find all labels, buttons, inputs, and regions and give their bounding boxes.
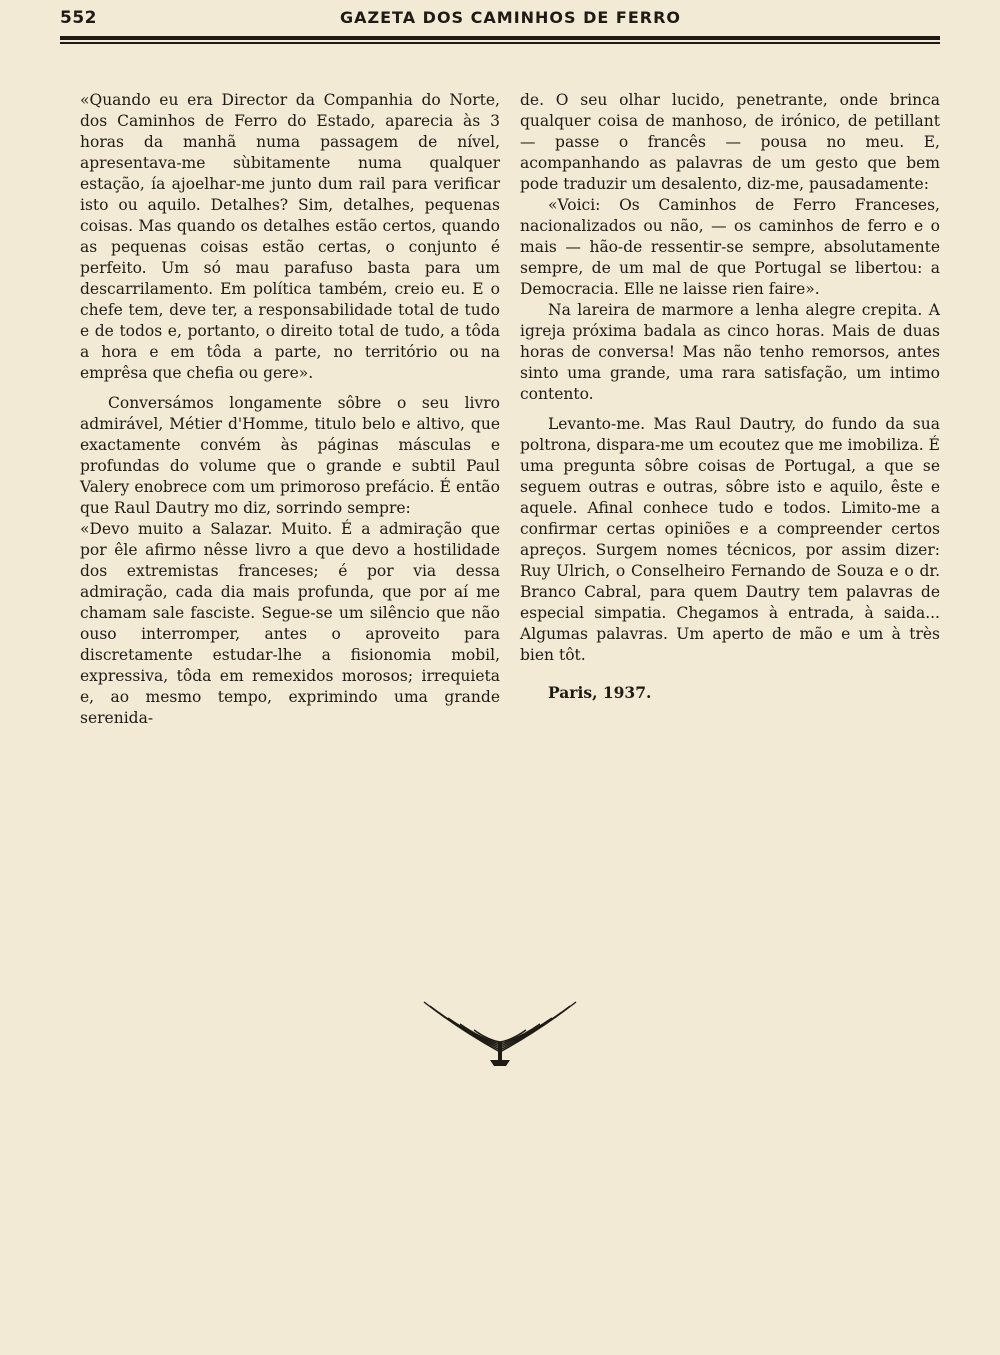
- right-paragraph-3: Na lareira de marmore a lenha alegre crepita. A igreja próxima badala as cinco horas. Mais de duas horas de conversa! Mas não tenho remorsos, antes sinto uma grande, uma rara satisfação, um intimo contento.: [520, 301, 940, 403]
- left-paragraph-1: «Quando eu era Director da Companhia do Norte, dos Caminhos de Ferro do Estado, aparecia às 3 horas da manhã numa passagem de nível, apresentava-me sùbitamente numa qualquer estação, ía ajoelhar-me junto dum rail para verificar isto ou aquilo. Detalhes? Sim, detalhes, pequenas coisas. Mas quando os detalhes estão certos, quando as pequenas coisas estão certas, o conjunto é perfeito. Um só mau parafuso basta para um descarrilamento. Em política também, creio eu. E o chefe tem, deve ter, a responsabilidade total de tudo e de todos e, portanto, o direito total de tudo, a tôda a hora e em tôda a parte, no território ou na emprêsa que chefia ou gere».: [80, 91, 500, 382]
- right-paragraph-1: de. O seu olhar lucido, penetrante, onde brinca qualquer coisa de manhoso, de irónico, de petillant — passe o francês — pousa no meu. E, acompanhando as palavras de um gesto que bem pode traduzir um desalento, diz-me, pausadamente:: [520, 91, 940, 193]
- right-column: [520, 90, 940, 703]
- page-number: 552: [60, 8, 97, 28]
- right-paragraph-2: «Voici: Os Caminhos de Ferro Franceses, nacionalizados ou não, — os caminhos de ferro e o mais — hão-de ressentir-se sempre, absolutamente sempre, de um mal de que Portugal se libertou: a Democracia. Elle ne laisse rien faire».: [520, 196, 940, 298]
- left-paragraph-3: «Devo muito a Salazar. Muito. É a admiração que por êle afirmo nêsse livro a que devo a hostilidade dos extremistas franceses; é por via dessa admiração, cada dia mais profunda, que por aí me chamam sale fasciste. Segue-se um silêncio que não ouso interromper, antes o aproveito para discretamente estudar-lhe a fisionomia mobil, expressiva, tôda em remexidos morosos; irrequieta e, ao mesmo tempo, exprimindo uma grande serenida-: [80, 520, 500, 727]
- left-paragraph-2: Conversámos longamente sôbre o seu livro admirável, Métier d'Homme, titulo belo e altivo, que exactamente convém às páginas másculas e profundas do volume que o grande e subtil Paul Valery enobrece com um primoroso prefácio. É então que Raul Dautry mo diz, sorrindo sempre:: [80, 394, 500, 517]
- left-column: [80, 90, 500, 729]
- right-paragraph-4: Levanto-me. Mas Raul Dautry, do fundo da sua poltrona, dispara-me um ecoutez que me imobiliza. É uma pregunta sôbre coisas de Portugal, a que se seguem outras e outras, sôbre isto e aquilo, êste e aquele. Afinal conhece tudo e todos. Limito-me a confirmar certas opiniões e a compreender certos apreços. Surgem nomes técnicos, por assim dizer: Ruy Ulrich, o Conselheiro Fernando de Souza e o dr. Branco Cabral, para quem Dautry tem palavras de especial simpatia. Chegamos à entrada, à saida... Algumas palavras. Um aperto de mão e um à très bien tôt.: [520, 415, 940, 664]
- header-rule: [60, 36, 940, 44]
- signoff-place-date: Paris, 1937.: [548, 683, 652, 702]
- fan-ornament-icon: [420, 990, 580, 1070]
- journal-title: GAZETA DOS CAMINHOS DE FERRO: [340, 8, 682, 27]
